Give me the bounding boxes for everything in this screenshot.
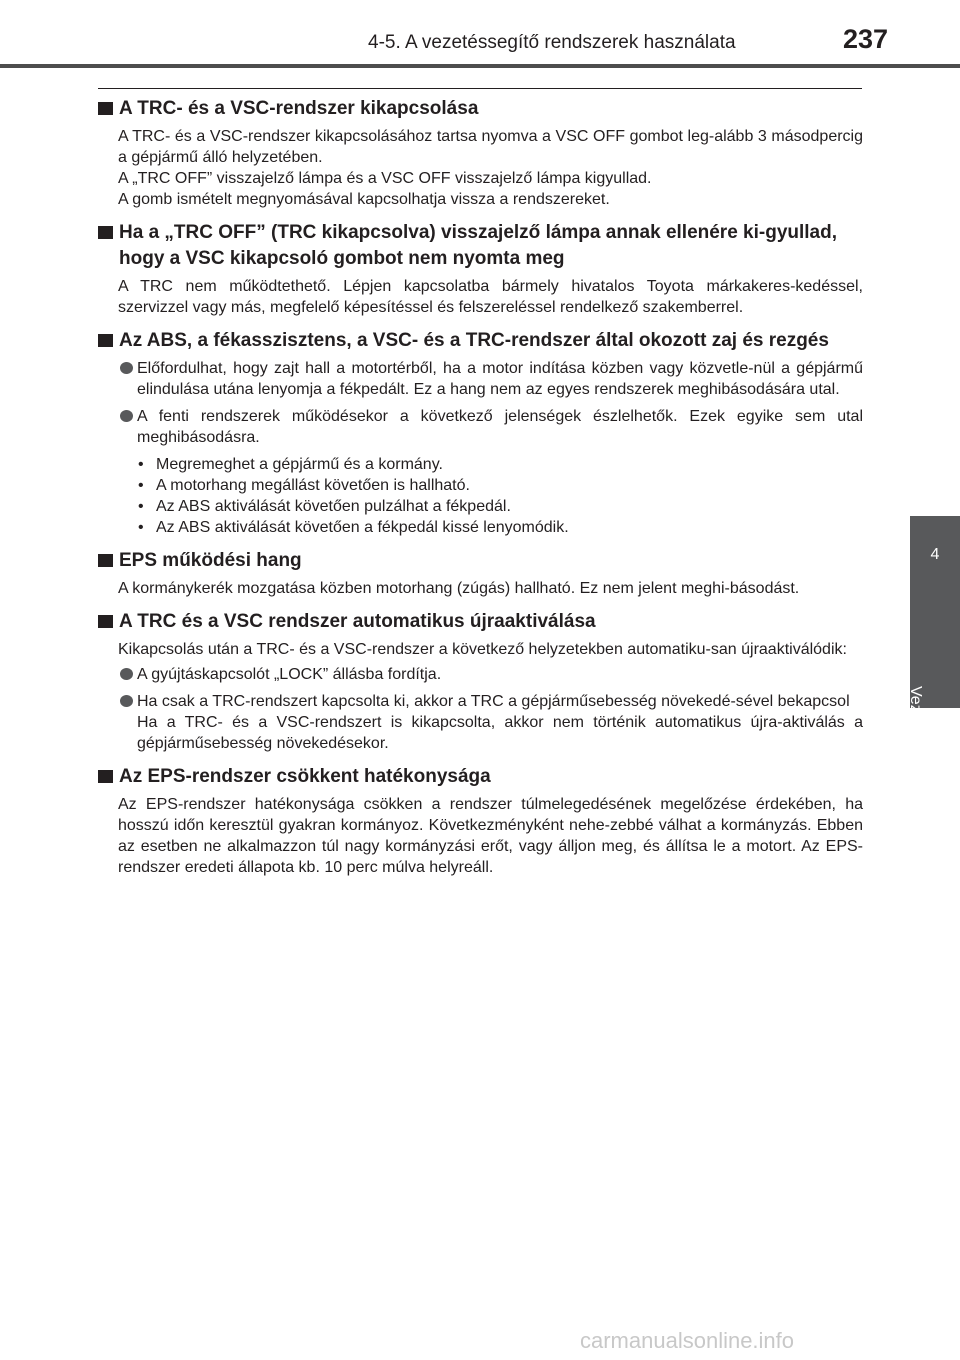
dot-bullet-icon: • [138, 498, 144, 515]
list-item [120, 691, 863, 712]
square-bullet-icon [98, 554, 113, 567]
circle-bullet-icon [120, 695, 133, 707]
chapter-side-tab [907, 516, 960, 743]
paragraph: A „TRC OFF” visszajelző lámpa és a VSC OFF visszajelző lámpa kigyullad. [118, 170, 652, 187]
paragraph: Az EPS-rendszer hatékonysága csökken a rendszer túlmelegedésének megelőzése érdekében, ha hosszú időn keresztül gyakran kormányoz. Következményként nehe-zebbé válhat a kormányzás. Ebben az esetben ne alkalmazzon túl nagy kormányzási erőt, vagy álljon meg, és állítsa le a motort. Az EPS-rendszer eredeti állapota kb. 10 perc múlva helyreáll. [118, 796, 863, 876]
section-heading [98, 609, 863, 635]
sub-list [138, 454, 863, 538]
section-trc-off-light [98, 220, 863, 318]
section-eps-sound [98, 548, 863, 599]
section-eps-reduced [98, 764, 863, 878]
section-heading-text: EPS működési hang [119, 550, 302, 571]
paragraph: A gomb ismételt megnyomásával kapcsolhatja vissza a rendszereket. [118, 191, 610, 208]
dot-bullet-icon: • [138, 456, 144, 473]
square-bullet-icon [98, 226, 113, 239]
sub-list-item [138, 496, 863, 517]
sub-list-item [138, 517, 863, 538]
paragraph: Ha a TRC- és a VSC-rendszert is kikapcsolta, akkor nem történik automatikus újra-aktiválás a gépjárműsebesség növekedésekor. [137, 714, 863, 752]
section-heading-text: Az ABS, a fékasszisztens, a VSC- és a TRC-rendszer által okozott zaj és rezgés [119, 330, 829, 351]
section-heading-text: Az EPS-rendszer csökkent hatékonysága [119, 766, 491, 787]
chapter-title: 4-5. A vezetéssegítő rendszerek használata [368, 32, 736, 53]
section-heading-text: A TRC és a VSC rendszer automatikus újraaktiválása [119, 611, 596, 632]
list-item [120, 406, 863, 448]
list-item-text: A fenti rendszerek működésekor a következő jelenségek észlelhetők. Ezek egyike sem utal meghibásodásra. [137, 408, 863, 446]
section-heading [98, 220, 863, 272]
square-bullet-icon [98, 102, 113, 115]
chapter-label: Vezetés [907, 686, 924, 743]
sub-list-item-text: Az ABS aktiválását követően a fékpedál kissé lenyomódik. [156, 519, 569, 536]
section-heading-text: Ha a „TRC OFF” (TRC kikapcsolva) visszajelző lámpa annak ellenére ki-gyullad, hogy a VSC kikapcsoló gombot nem nyomta meg [119, 222, 838, 269]
circle-bullet-icon [120, 410, 133, 422]
page-number: 237 [843, 24, 889, 54]
circle-bullet-icon [120, 668, 133, 680]
list-item [120, 358, 863, 400]
paragraph: A TRC nem működtethető. Lépjen kapcsolatba bármely hivatalos Toyota márkakeres-kedéssel, szervizzel vagy más, megfelelő képesítéssel és felszereléssel rendelkező szakemberrel. [118, 278, 863, 316]
section-trc-vsc-off [98, 96, 863, 210]
header-divider [0, 64, 960, 68]
section-heading [98, 764, 863, 790]
page-content [98, 96, 863, 888]
dot-bullet-icon: • [138, 477, 144, 494]
section-auto-reactivation [98, 609, 863, 754]
sub-list-item [138, 454, 863, 475]
chapter-number: 4 [930, 546, 940, 563]
paragraph: A kormánykerék mozgatása közben motorhang (zúgás) hallható. Ez nem jelent meghi-básodást. [118, 580, 800, 597]
watermark: carmanualsonline.info [580, 1328, 795, 1353]
section-heading [98, 96, 863, 122]
page-header [0, 0, 960, 70]
sub-list-item-text: A motorhang megállást követően is hallható. [156, 477, 470, 494]
sub-list-item-text: Megremeghet a gépjármű és a kormány. [156, 456, 443, 473]
content-divider [98, 88, 862, 89]
paragraph: Kikapcsolás után a TRC- és a VSC-rendszer a következő helyzetekben automatiku-san újraaktiválódik: [118, 641, 847, 658]
sub-list-item [138, 475, 863, 496]
section-heading [98, 548, 863, 574]
section-heading [98, 328, 863, 354]
circle-bullet-icon [120, 362, 133, 374]
list-item [120, 664, 863, 685]
section-heading-text: A TRC- és a VSC-rendszer kikapcsolása [119, 98, 479, 119]
section-noise-vibration [98, 328, 863, 538]
square-bullet-icon [98, 770, 113, 783]
dot-bullet-icon: • [138, 519, 144, 536]
square-bullet-icon [98, 334, 113, 347]
sub-list-item-text: Az ABS aktiválását követően pulzálhat a fékpedál. [156, 498, 511, 515]
list-item-text: Előfordulhat, hogy zajt hall a motortérből, ha a motor indítása közben vagy közvetle-nül a gépjármű elindulása utána lenyomja a fékpedált. Ez a hang nem az egyes rendszerek meghibásodására utal. [137, 360, 863, 398]
list-item-text: Ha csak a TRC-rendszert kapcsolta ki, akkor a TRC a gépjárműsebesség növekedé-sével bekapcsol [137, 693, 850, 710]
paragraph: A TRC- és a VSC-rendszer kikapcsolásához tartsa nyomva a VSC OFF gombot leg-alább 3 másodpercig a gépjármű álló helyzetében. [118, 128, 863, 166]
list-item-text: A gyújtáskapcsolót „LOCK” állásba fordítja. [137, 666, 442, 683]
square-bullet-icon [98, 615, 113, 628]
